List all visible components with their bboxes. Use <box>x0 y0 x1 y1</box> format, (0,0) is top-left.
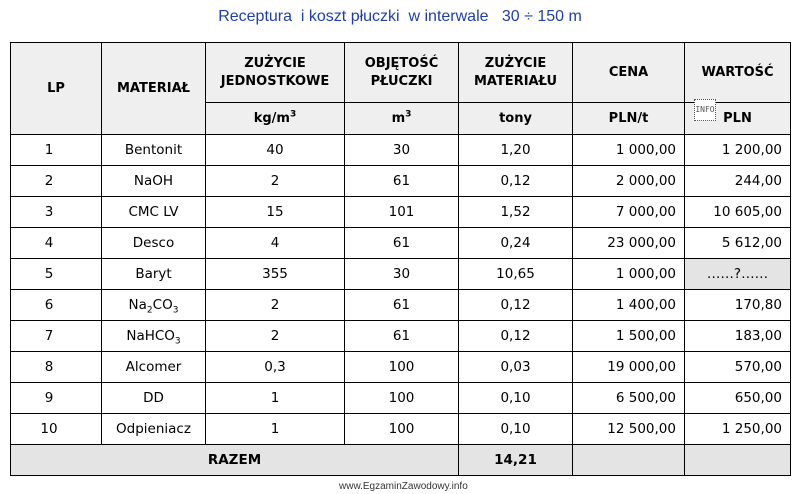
total-wartosc-empty <box>685 445 791 476</box>
table-row <box>11 166 791 197</box>
cell-material: $Na_2CO_3$ <box>102 290 206 321</box>
cell-cena: 2 000,00 <box>573 166 685 197</box>
unit-wartosc: PLN <box>685 103 791 135</box>
cell-material: Alcomer <box>102 352 206 383</box>
header-row <box>11 43 791 103</box>
total-zuzycie-materialu: 14,21 <box>459 445 573 476</box>
cell-wartosc: 5 612,00 <box>685 228 791 259</box>
cell-wartosc: 244,00 <box>685 166 791 197</box>
cell-zuzycie-materialu: 0,24 <box>459 228 573 259</box>
cell-zuzycie-materialu: 0,03 <box>459 352 573 383</box>
cell-material: NaOH <box>102 166 206 197</box>
cell-zuzycie-materialu: 0,10 <box>459 414 573 445</box>
cell-cena: 1 000,00 <box>573 135 685 166</box>
cell-zuzycie-jednostkowe: 1 <box>206 414 345 445</box>
cell-wartosc: 650,00 <box>685 383 791 414</box>
cell-lp: 4 <box>11 228 102 259</box>
header-lp: LP <box>11 43 102 135</box>
cell-objetosc: 61 <box>345 228 459 259</box>
cell-cena: 1 400,00 <box>573 290 685 321</box>
cell-cena: 6 500,00 <box>573 383 685 414</box>
cell-zuzycie-materialu: 10,65 <box>459 259 573 290</box>
cell-zuzycie-jednostkowe: 40 <box>206 135 345 166</box>
cell-zuzycie-materialu: 0,12 <box>459 290 573 321</box>
cell-objetosc: 101 <box>345 197 459 228</box>
header-zuzycie-materialu: ZUŻYCIE MATERIAŁU <box>459 43 573 103</box>
cell-objetosc: 30 <box>345 135 459 166</box>
cell-zuzycie-jednostkowe: 0,3 <box>206 352 345 383</box>
cell-objetosc: 100 <box>345 352 459 383</box>
cell-zuzycie-jednostkowe: 2 <box>206 290 345 321</box>
cell-zuzycie-materialu: 0,12 <box>459 321 573 352</box>
table-row <box>11 383 791 414</box>
cell-cena: 1 000,00 <box>573 259 685 290</box>
cell-cena: 7 000,00 <box>573 197 685 228</box>
table-row <box>11 228 791 259</box>
cell-lp: 5 <box>11 259 102 290</box>
cell-zuzycie-materialu: 1,52 <box>459 197 573 228</box>
header-wartosc: WARTOŚĆ <box>685 43 791 103</box>
cell-lp: 8 <box>11 352 102 383</box>
cell-objetosc: 30 <box>345 259 459 290</box>
cell-cena: 1 500,00 <box>573 321 685 352</box>
cell-cena: 23 000,00 <box>573 228 685 259</box>
cell-material: Baryt <box>102 259 206 290</box>
cell-cena: 19 000,00 <box>573 352 685 383</box>
unit-cena: PLN/t <box>573 103 685 135</box>
page-title: Receptura i koszt płuczki w interwale 30 ÷ 150 m <box>218 8 582 25</box>
total-cena-empty <box>573 445 685 476</box>
cell-wartosc: 183,00 <box>685 321 791 352</box>
cell-lp: 7 <box>11 321 102 352</box>
footer-watermark: www.EgzaminZawodowy.info <box>339 481 468 492</box>
cell-lp: 1 <box>11 135 102 166</box>
cell-lp: 3 <box>11 197 102 228</box>
cell-wartosc-unknown: ……?…… <box>685 259 791 290</box>
cell-zuzycie-materialu: 1,20 <box>459 135 573 166</box>
cell-zuzycie-jednostkowe: 15 <box>206 197 345 228</box>
unit-zuzycie-materialu: tony <box>459 103 573 135</box>
cell-material: NaHCO$_3$ <box>102 321 206 352</box>
total-row <box>11 445 791 476</box>
cell-wartosc: 10 605,00 <box>685 197 791 228</box>
cell-objetosc: 100 <box>345 414 459 445</box>
cell-material: Bentonit <box>102 135 206 166</box>
cell-zuzycie-jednostkowe: 2 <box>206 166 345 197</box>
table-row <box>11 414 791 445</box>
header-material: MATERIAŁ <box>102 43 206 135</box>
cell-wartosc: 570,00 <box>685 352 791 383</box>
table-row <box>11 352 791 383</box>
table-row <box>11 259 791 290</box>
table-row <box>11 321 791 352</box>
cell-wartosc: 1 250,00 <box>685 414 791 445</box>
cell-objetosc: 100 <box>345 383 459 414</box>
header-zuzycie-jednostkowe: ZUŻYCIE JEDNOSTKOWE <box>206 43 345 103</box>
table-row <box>11 290 791 321</box>
cell-material: Odpieniacz <box>102 414 206 445</box>
cell-objetosc: 61 <box>345 321 459 352</box>
unit-zuzycie-jednostkowe: $kg/m^3$ <box>206 103 345 135</box>
cell-lp: 6 <box>11 290 102 321</box>
cell-zuzycie-jednostkowe: 2 <box>206 321 345 352</box>
cell-lp: 9 <box>11 383 102 414</box>
cell-objetosc: 61 <box>345 290 459 321</box>
table-row <box>11 135 791 166</box>
cell-zuzycie-jednostkowe: 355 <box>206 259 345 290</box>
cell-zuzycie-jednostkowe: 4 <box>206 228 345 259</box>
cell-cena: 12 500,00 <box>573 414 685 445</box>
table-row <box>11 197 791 228</box>
cell-zuzycie-materialu: 0,12 <box>459 166 573 197</box>
cell-lp: 2 <box>11 166 102 197</box>
total-label: RAZEM <box>11 445 459 476</box>
header-objetosc-pluczki: OBJĘTOŚĆ PŁUCZKI <box>345 43 459 103</box>
info-icon: INFO <box>694 99 716 121</box>
cell-wartosc: 1 200,00 <box>685 135 791 166</box>
cell-lp: 10 <box>11 414 102 445</box>
cell-material: Desco <box>102 228 206 259</box>
cost-table <box>10 42 791 476</box>
header-cena: CENA <box>573 43 685 103</box>
cell-material: CMC LV <box>102 197 206 228</box>
cell-objetosc: 61 <box>345 166 459 197</box>
cell-wartosc: 170,80 <box>685 290 791 321</box>
cell-zuzycie-jednostkowe: 1 <box>206 383 345 414</box>
cell-material: DD <box>102 383 206 414</box>
unit-objetosc: $m^3$ <box>345 103 459 135</box>
cell-zuzycie-materialu: 0,10 <box>459 383 573 414</box>
